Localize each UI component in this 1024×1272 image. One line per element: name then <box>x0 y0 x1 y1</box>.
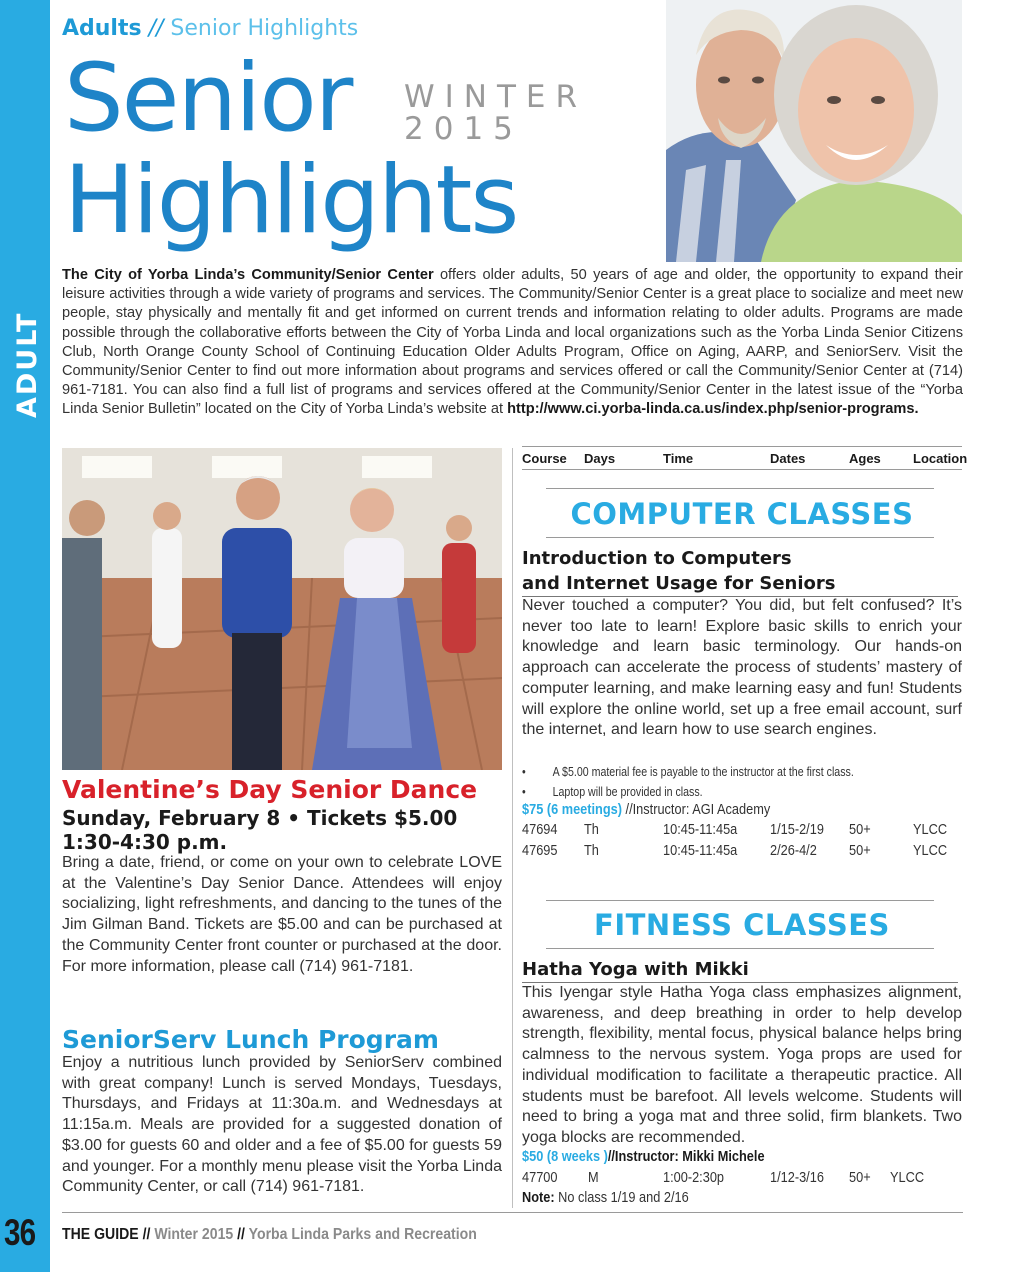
list-item: • Laptop will be provided in class. <box>522 782 896 802</box>
computer-price: $75 (6 meetings) <box>522 802 623 818</box>
footer-separator: // <box>233 1226 249 1243</box>
column-divider <box>512 448 513 1208</box>
computer-class-title-1: Introduction to Computers <box>522 548 792 569</box>
row-location: YLCC <box>913 822 948 838</box>
row-location: YLCC <box>890 1170 925 1186</box>
computer-bullets <box>522 762 962 802</box>
note-label: Note: <box>522 1190 555 1206</box>
row-location: YLCC <box>913 843 948 859</box>
fitness-price: $50 (8 weeks ) <box>522 1149 608 1165</box>
senior-couple-photo <box>666 0 962 262</box>
table-row <box>522 843 962 863</box>
page-number: 36 <box>4 1212 36 1253</box>
dance-illustration <box>62 448 502 770</box>
section-tab-label: ADULT <box>12 311 43 418</box>
footer <box>62 1226 477 1244</box>
dance-title: Valentine’s Day Senior Dance <box>62 775 478 804</box>
senior-couple-illustration <box>666 0 962 262</box>
intro-url[interactable]: http://www.ci.yorba-linda.ca.us/index.php/senior-programs. <box>507 401 919 418</box>
header-location: Location <box>913 451 968 466</box>
header-time: Time <box>663 451 694 466</box>
list-item: • A $5.00 material fee is payable to the instructor at the first class. <box>522 762 896 782</box>
row-days: Th <box>584 843 599 859</box>
page-title-line2: Highlights <box>64 146 518 255</box>
row-time: 10:45-11:45a <box>663 843 738 859</box>
row-course: 47694 <box>522 822 558 838</box>
intro-paragraph <box>62 266 963 420</box>
header-ages: Ages <box>849 451 881 466</box>
computer-section-title: COMPUTER CLASSES <box>570 497 914 531</box>
table-row <box>522 1170 962 1190</box>
row-time: 1:00-2:30p <box>663 1170 725 1186</box>
header-course: Course <box>522 451 567 466</box>
table-row <box>522 822 962 842</box>
season-label: WINTER <box>404 79 588 115</box>
row-ages: 50+ <box>849 843 871 859</box>
lunch-title: SeniorServ Lunch Program <box>62 1025 439 1054</box>
row-days: M <box>588 1170 599 1186</box>
row-dates: 2/26-4/2 <box>770 843 817 859</box>
footer-guide: THE GUIDE <box>62 1226 139 1243</box>
footer-dept: Yorba Linda Parks and Recreation <box>248 1226 477 1243</box>
intro-lead: The City of Yorba Linda’s Community/Senior Center <box>62 267 434 283</box>
section-rule <box>546 537 934 538</box>
footer-rule <box>62 1212 963 1213</box>
computer-class-title-2: and Internet Usage for Seniors <box>522 572 958 597</box>
year-label: 2015 <box>404 111 523 147</box>
breadcrumb-section: Adults <box>62 16 142 41</box>
row-dates: 1/15-2/19 <box>770 822 824 838</box>
schedule-table-header <box>522 446 968 470</box>
breadcrumb-page: Senior Highlights <box>170 16 359 41</box>
row-ages: 50+ <box>849 822 871 838</box>
section-rule <box>546 900 934 901</box>
row-days: Th <box>584 822 599 838</box>
footer-separator: // <box>138 1226 155 1243</box>
computer-instructor: //Instructor: AGI Academy <box>622 802 771 818</box>
header-dates: Dates <box>770 451 806 466</box>
dance-photo <box>62 448 502 770</box>
row-time: 10:45-11:45a <box>663 822 738 838</box>
row-course: 47695 <box>522 843 558 859</box>
footer-season: Winter 2015 <box>154 1226 234 1243</box>
breadcrumb-separator: // <box>148 16 164 41</box>
dance-time-line: 1:30-4:30 p.m. <box>62 830 228 854</box>
side-bar <box>0 0 50 1272</box>
lunch-description: Enjoy a nutritious lunch provided by SeniorServ combined with great company! Lunch is served Mondays, Tuesdays, Thursdays, and Fridays at 11:30a.m. and Wednesdays at 11:15a.m. Meals are provided for a suggested donation of $3.00 for guests 60 and older and a fee of $5.00 for guests 59 and younger. For a monthly menu please visit the Yorba Linda Community Center, or call (714) 961-7181. <box>62 1054 502 1196</box>
row-ages: 50+ <box>849 1170 871 1186</box>
breadcrumb <box>62 16 358 41</box>
computer-price-line <box>522 802 770 818</box>
row-course: 47700 <box>522 1170 558 1186</box>
fitness-class-title: Hatha Yoga with Mikki <box>522 958 958 983</box>
section-rule <box>546 948 934 949</box>
computer-description: Never touched a computer? You did, but felt confused? It’s never too late to learn! Explore basic skills to enrich your knowledge and learn basic terminology. Our hands-on approach can accelerate the process of students’ mastery of computer learning, and make learning easy and fun! Students will explore the online world, set up a free email account, surf the internet, and learn how to use search engines. <box>522 597 962 739</box>
dance-description: Bring a date, friend, or come on your own to celebrate LOVE at the Valentine’s Day Senior Dance. Attendees will enjoy socializing, light refreshments, and dancing to the tunes of the Jim Gilman Band. Tickets are $5.00 and can be purchased at the Community Center front counter or purchased at the door. For more information, please call (714) 961-7181. <box>62 854 502 975</box>
section-rule <box>546 488 934 489</box>
section-tab <box>6 300 46 420</box>
fitness-description: This Iyengar style Hatha Yoga class emphasizes alignment, awareness, and deep breathing in order to help develop strength, flexibility, mental focus, physical balance helps bring calmness to the nervous system. Yoga props are used for individual modification to facilitate a therapeutic practice. All students must be barefoot. All levels welcome. Students will need to bring a yoga mat and three solid, firm blankets. Two yoga blocks are recommended. <box>522 984 962 1146</box>
page-title-line1: Senior <box>64 44 352 153</box>
fitness-note <box>522 1190 689 1206</box>
intro-body: offers older adults, 50 years of age and older, the opportunity to expand their leisure activities through a wide variety of programs and services. The Community/Senior Center is a great place to socialize and meet new people, stay physically and mentally fit and get informed on current trends and information relating to older adults. Programs are made possible through the collaborative efforts between the City of Yorba Linda and local organizations such as the Yorba Linda Senior Citizens Club, North Orange County School of Continuing Education Older Adults Program, Office on Aging, AARP, and SeniorServ. Visit the Community/Senior Center to find out more information about programs and services offered or call the Community/Senior Center at (714) 961-7181. You can also find a full list of programs and services offered at the Community/Senior Center in the latest issue of the “Yorba Linda Senior Bulletin” located on the City of Yorba Linda’s website at <box>62 267 963 418</box>
fitness-price-line <box>522 1149 765 1165</box>
note-text: No class 1/19 and 2/16 <box>554 1190 689 1206</box>
dance-date-line: Sunday, February 8 • Tickets $5.00 <box>62 806 458 830</box>
fitness-instructor: //Instructor: Mikki Michele <box>607 1149 765 1165</box>
row-dates: 1/12-3/16 <box>770 1170 824 1186</box>
fitness-section-title: FITNESS CLASSES <box>594 908 890 942</box>
header-days: Days <box>584 451 616 466</box>
